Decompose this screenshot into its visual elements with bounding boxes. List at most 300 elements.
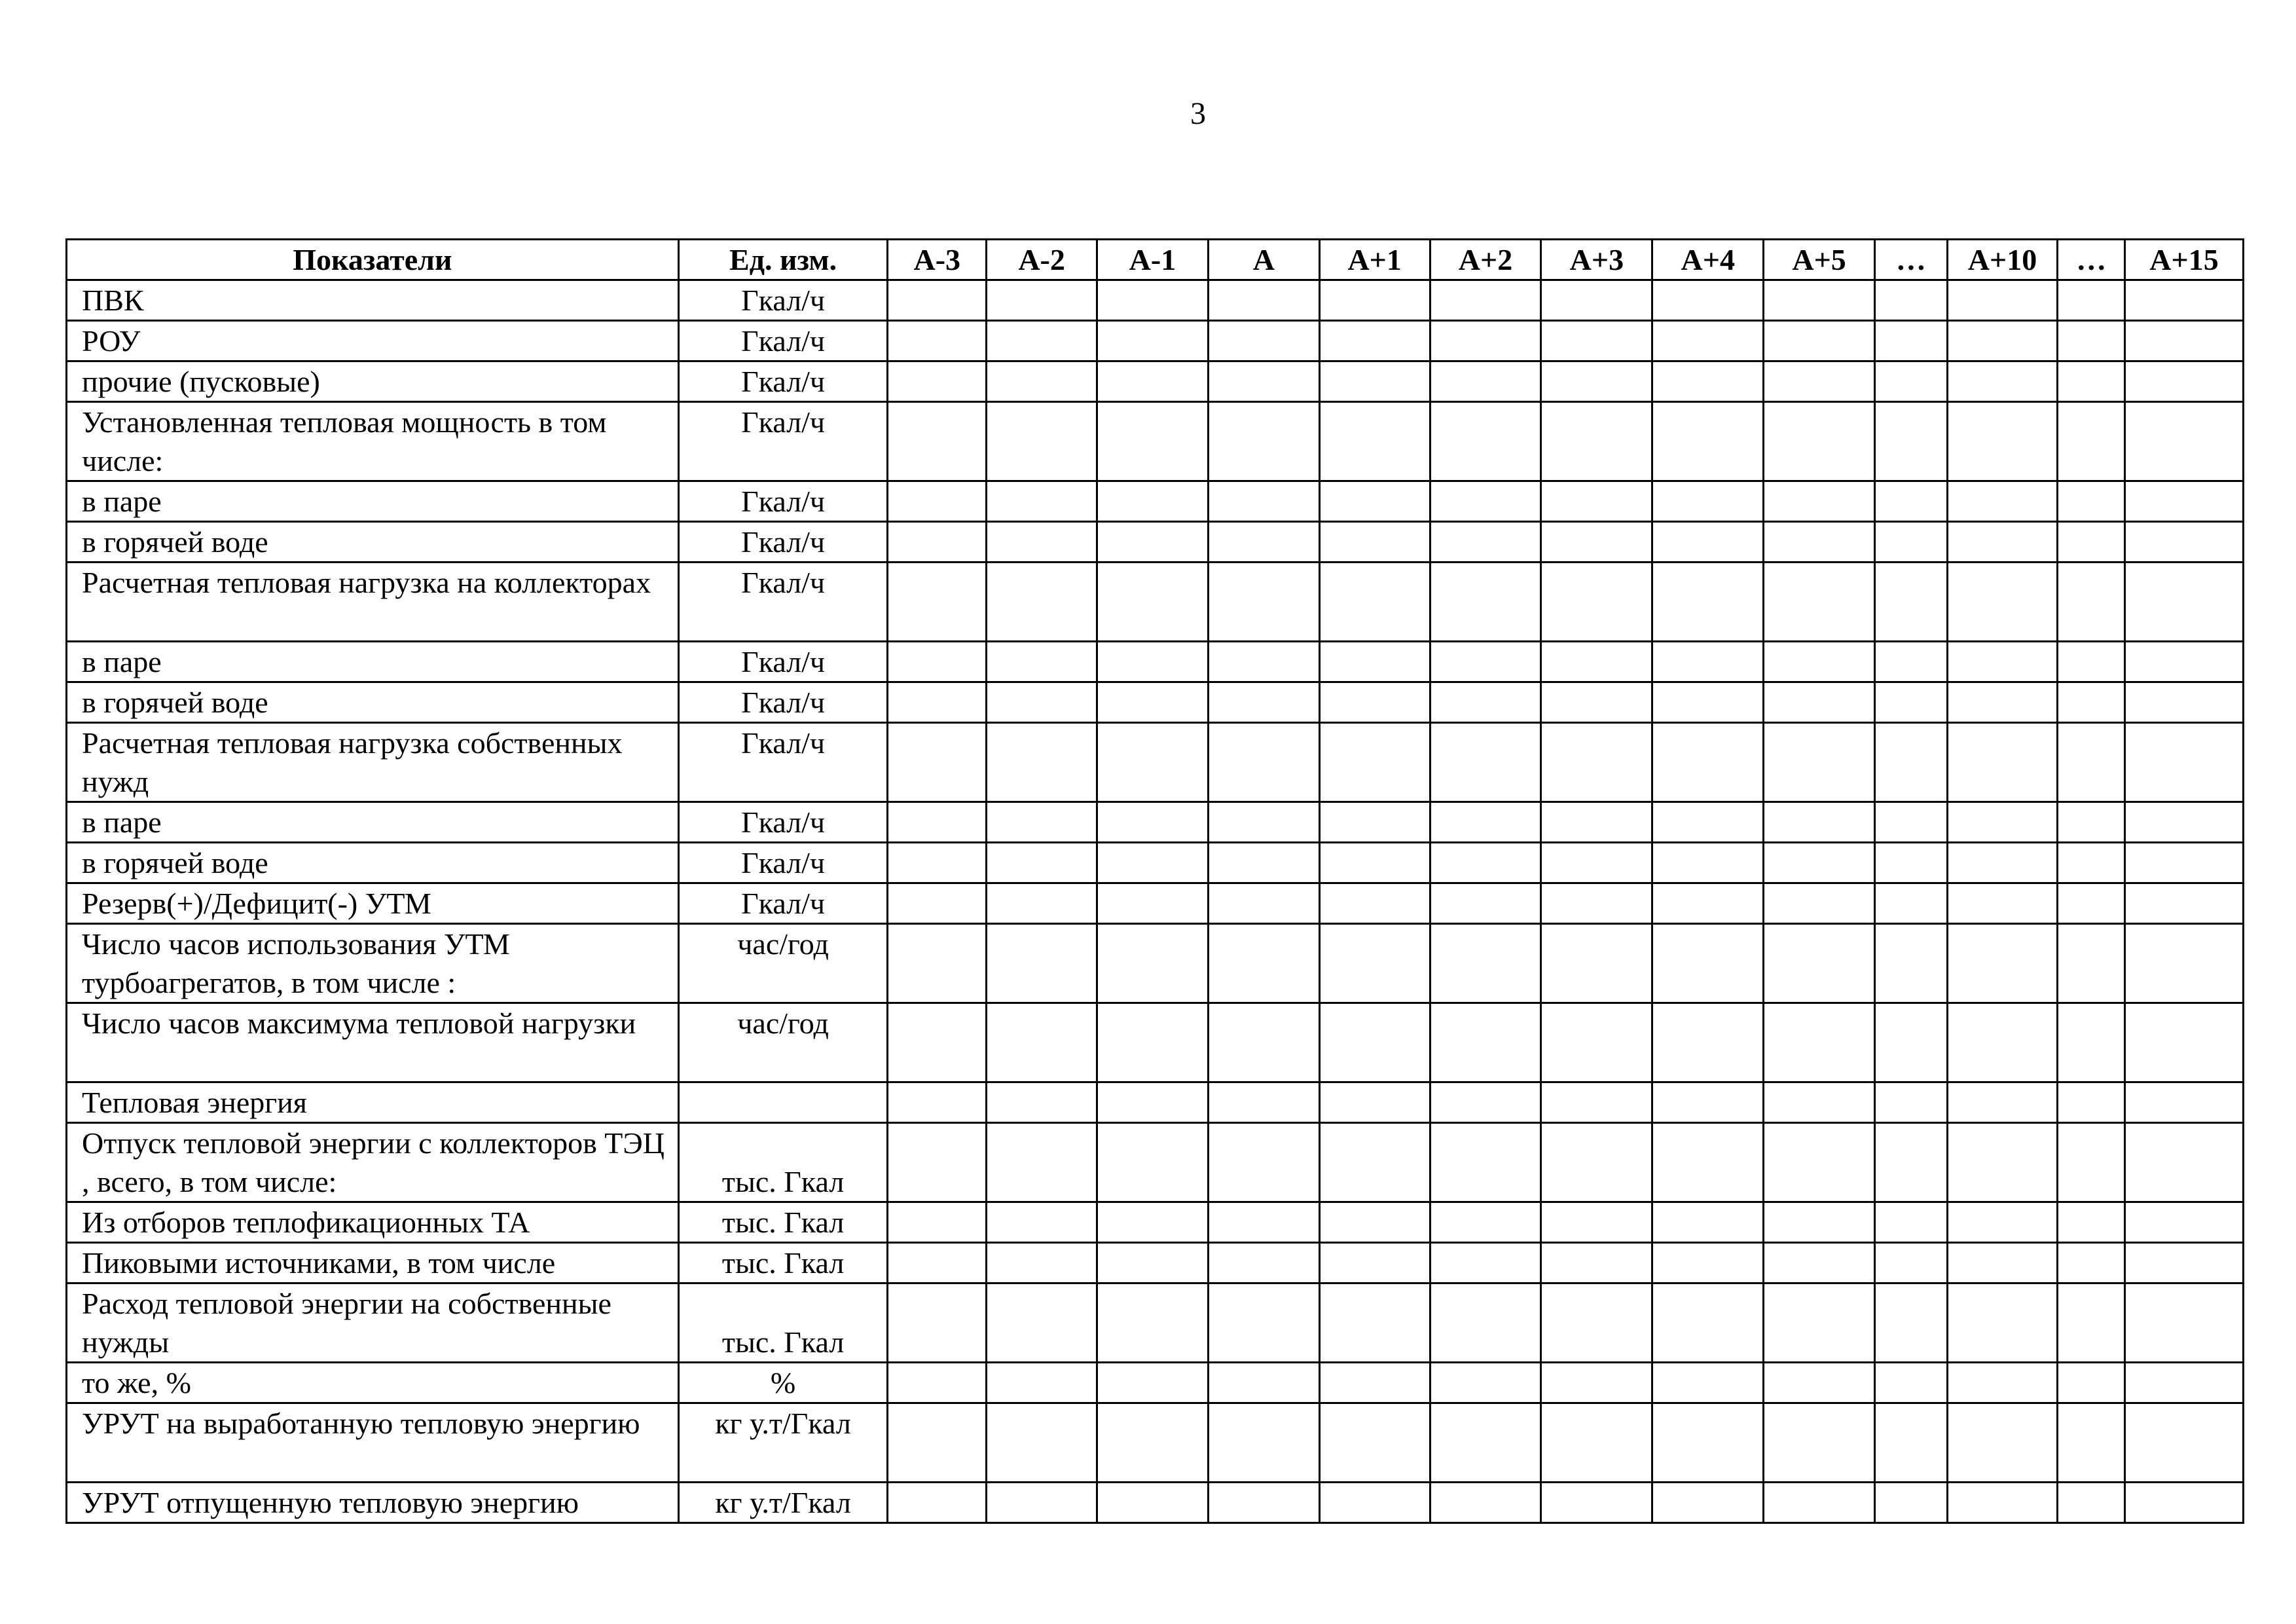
- value-cell: [1319, 1202, 1430, 1243]
- value-cell: [1097, 1243, 1209, 1283]
- table-row: [67, 1363, 2244, 1403]
- value-cell: [1947, 280, 2058, 321]
- table-row: [67, 682, 2244, 723]
- value-cell: [888, 402, 987, 481]
- value-cell: [2124, 321, 2243, 361]
- value-cell: [1097, 1363, 1209, 1403]
- header-period: А+5: [1764, 240, 1875, 280]
- header-period: А+15: [2124, 240, 2243, 280]
- value-cell: [1430, 883, 1541, 924]
- value-cell: [1947, 1123, 2058, 1202]
- value-cell: [1764, 563, 1875, 642]
- unit-cell: час/год: [678, 924, 888, 1003]
- value-cell: [1430, 802, 1541, 843]
- value-cell: [1947, 1082, 2058, 1123]
- value-cell: [1097, 361, 1209, 402]
- value-cell: [1097, 1202, 1209, 1243]
- value-cell: [1541, 1202, 1652, 1243]
- value-cell: [1208, 1483, 1319, 1523]
- unit-cell: Гкал/ч: [678, 802, 888, 843]
- value-cell: [1764, 1363, 1875, 1403]
- value-cell: [1947, 682, 2058, 723]
- value-cell: [888, 802, 987, 843]
- value-cell: [1208, 321, 1319, 361]
- value-cell: [1097, 402, 1209, 481]
- value-cell: [888, 280, 987, 321]
- value-cell: [1430, 1003, 1541, 1082]
- value-cell: [1541, 361, 1652, 402]
- value-cell: [1652, 682, 1764, 723]
- value-cell: [2058, 1082, 2125, 1123]
- value-cell: [1764, 1003, 1875, 1082]
- value-cell: [1875, 402, 1948, 481]
- value-cell: [888, 1003, 987, 1082]
- value-cell: [1764, 642, 1875, 682]
- value-cell: [987, 883, 1097, 924]
- value-cell: [1652, 563, 1764, 642]
- table-row: [67, 402, 2244, 481]
- value-cell: [1208, 1003, 1319, 1082]
- value-cell: [1652, 361, 1764, 402]
- value-cell: [2124, 1003, 2243, 1082]
- value-cell: [2058, 361, 2125, 402]
- table-row: [67, 1123, 2244, 1202]
- value-cell: [1319, 843, 1430, 883]
- value-cell: [1947, 361, 2058, 402]
- value-cell: [1541, 481, 1652, 522]
- value-cell: [987, 1123, 1097, 1202]
- indicator-name-cell: ПВК: [67, 280, 679, 321]
- value-cell: [1208, 522, 1319, 563]
- value-cell: [1430, 642, 1541, 682]
- value-cell: [2124, 522, 2243, 563]
- value-cell: [1652, 1202, 1764, 1243]
- value-cell: [1319, 1283, 1430, 1363]
- value-cell: [1541, 802, 1652, 843]
- value-cell: [1875, 321, 1948, 361]
- indicator-name-cell: УРУТ на выработанную тепловую энергию: [67, 1403, 679, 1483]
- value-cell: [1652, 1082, 1764, 1123]
- value-cell: [2124, 1403, 2243, 1483]
- value-cell: [1764, 522, 1875, 563]
- value-cell: [2124, 723, 2243, 802]
- value-cell: [888, 1363, 987, 1403]
- table-row: [67, 563, 2244, 642]
- value-cell: [888, 1403, 987, 1483]
- value-cell: [1947, 1483, 2058, 1523]
- value-cell: [2124, 481, 2243, 522]
- value-cell: [1319, 723, 1430, 802]
- value-cell: [1319, 682, 1430, 723]
- value-cell: [987, 1483, 1097, 1523]
- table-row: [67, 481, 2244, 522]
- value-cell: [1319, 402, 1430, 481]
- header-row: [67, 240, 2244, 280]
- header-indicator: Показатели: [67, 240, 679, 280]
- value-cell: [1875, 1283, 1948, 1363]
- value-cell: [1208, 723, 1319, 802]
- value-cell: [1764, 802, 1875, 843]
- value-cell: [1430, 924, 1541, 1003]
- value-cell: [987, 802, 1097, 843]
- value-cell: [888, 1123, 987, 1202]
- value-cell: [1208, 843, 1319, 883]
- table-row: [67, 1082, 2244, 1123]
- value-cell: [1430, 361, 1541, 402]
- value-cell: [1541, 843, 1652, 883]
- indicator-name-cell: Резерв(+)/Дефицит(-) УТМ: [67, 883, 679, 924]
- value-cell: [1097, 802, 1209, 843]
- indicator-name-cell: в горячей воде: [67, 682, 679, 723]
- value-cell: [1319, 522, 1430, 563]
- value-cell: [987, 361, 1097, 402]
- value-cell: [1541, 1363, 1652, 1403]
- value-cell: [2058, 1403, 2125, 1483]
- value-cell: [1097, 843, 1209, 883]
- value-cell: [1430, 280, 1541, 321]
- value-cell: [1097, 1403, 1209, 1483]
- value-cell: [1652, 802, 1764, 843]
- value-cell: [2124, 802, 2243, 843]
- value-cell: [987, 402, 1097, 481]
- header-unit: Ед. изм.: [678, 240, 888, 280]
- value-cell: [888, 883, 987, 924]
- value-cell: [1208, 481, 1319, 522]
- value-cell: [2124, 924, 2243, 1003]
- unit-cell: кг у.т/Гкал: [678, 1483, 888, 1523]
- value-cell: [1208, 802, 1319, 843]
- value-cell: [1764, 883, 1875, 924]
- value-cell: [1208, 1243, 1319, 1283]
- value-cell: [1208, 883, 1319, 924]
- unit-cell: Гкал/ч: [678, 723, 888, 802]
- value-cell: [1652, 1483, 1764, 1523]
- value-cell: [987, 321, 1097, 361]
- value-cell: [1541, 642, 1652, 682]
- value-cell: [1947, 924, 2058, 1003]
- value-cell: [987, 522, 1097, 563]
- table-row: [67, 321, 2244, 361]
- indicators-table: [65, 238, 2244, 1524]
- unit-cell: Гкал/ч: [678, 280, 888, 321]
- value-cell: [1097, 723, 1209, 802]
- value-cell: [1208, 1202, 1319, 1243]
- value-cell: [987, 1283, 1097, 1363]
- value-cell: [2124, 563, 2243, 642]
- value-cell: [1319, 321, 1430, 361]
- value-cell: [1947, 1243, 2058, 1283]
- value-cell: [1652, 522, 1764, 563]
- value-cell: [1208, 1283, 1319, 1363]
- value-cell: [1208, 924, 1319, 1003]
- value-cell: [1430, 321, 1541, 361]
- value-cell: [1947, 1403, 2058, 1483]
- table-row: [67, 843, 2244, 883]
- indicator-name-cell: РОУ: [67, 321, 679, 361]
- value-cell: [1319, 1003, 1430, 1082]
- value-cell: [2058, 1483, 2125, 1523]
- value-cell: [1319, 1403, 1430, 1483]
- value-cell: [1097, 563, 1209, 642]
- value-cell: [2124, 682, 2243, 723]
- table-row: [67, 1202, 2244, 1243]
- value-cell: [1652, 280, 1764, 321]
- value-cell: [1541, 321, 1652, 361]
- value-cell: [1764, 481, 1875, 522]
- value-cell: [888, 1283, 987, 1363]
- indicator-name-cell: Отпуск тепловой энергии с коллекторов ТЭЦ , всего, в том числе:: [67, 1123, 679, 1202]
- value-cell: [1764, 280, 1875, 321]
- value-cell: [1764, 924, 1875, 1003]
- unit-cell: Гкал/ч: [678, 481, 888, 522]
- value-cell: [1947, 1202, 2058, 1243]
- value-cell: [1764, 1483, 1875, 1523]
- value-cell: [1764, 1123, 1875, 1202]
- value-cell: [1319, 563, 1430, 642]
- value-cell: [2124, 361, 2243, 402]
- value-cell: [1764, 723, 1875, 802]
- value-cell: [987, 924, 1097, 1003]
- value-cell: [1947, 402, 2058, 481]
- value-cell: [2058, 321, 2125, 361]
- value-cell: [1097, 1003, 1209, 1082]
- value-cell: [1947, 1003, 2058, 1082]
- value-cell: [1947, 1283, 2058, 1363]
- value-cell: [888, 723, 987, 802]
- value-cell: [1947, 843, 2058, 883]
- value-cell: [2124, 883, 2243, 924]
- table-row: [67, 1483, 2244, 1523]
- value-cell: [1875, 924, 1948, 1003]
- table-row: [67, 361, 2244, 402]
- value-cell: [888, 642, 987, 682]
- table-row: [67, 642, 2244, 682]
- header-period: А+10: [1947, 240, 2058, 280]
- unit-cell: Гкал/ч: [678, 883, 888, 924]
- value-cell: [1319, 924, 1430, 1003]
- value-cell: [1652, 723, 1764, 802]
- value-cell: [1541, 280, 1652, 321]
- header-period: А+3: [1541, 240, 1652, 280]
- value-cell: [1541, 1003, 1652, 1082]
- value-cell: [1652, 1123, 1764, 1202]
- value-cell: [1541, 1082, 1652, 1123]
- header-period: А: [1208, 240, 1319, 280]
- value-cell: [987, 1403, 1097, 1483]
- header-period: А-1: [1097, 240, 1209, 280]
- value-cell: [1097, 1123, 1209, 1202]
- value-cell: [1430, 1483, 1541, 1523]
- value-cell: [1430, 682, 1541, 723]
- value-cell: [1097, 321, 1209, 361]
- value-cell: [1652, 321, 1764, 361]
- value-cell: [1430, 1082, 1541, 1123]
- value-cell: [1947, 642, 2058, 682]
- value-cell: [987, 280, 1097, 321]
- indicator-name-cell: Число часов максимума тепловой нагрузки: [67, 1003, 679, 1082]
- value-cell: [1208, 280, 1319, 321]
- table-row: [67, 1283, 2244, 1363]
- value-cell: [2058, 723, 2125, 802]
- unit-cell: Гкал/ч: [678, 843, 888, 883]
- value-cell: [1652, 1363, 1764, 1403]
- unit-cell: тыс. Гкал: [678, 1283, 888, 1363]
- value-cell: [1875, 802, 1948, 843]
- value-cell: [1764, 1082, 1875, 1123]
- value-cell: [2058, 1202, 2125, 1243]
- unit-cell: %: [678, 1363, 888, 1403]
- value-cell: [1947, 321, 2058, 361]
- value-cell: [1652, 642, 1764, 682]
- value-cell: [1541, 682, 1652, 723]
- value-cell: [1097, 1082, 1209, 1123]
- unit-cell: час/год: [678, 1003, 888, 1082]
- value-cell: [1652, 924, 1764, 1003]
- header-period: …: [2058, 240, 2125, 280]
- value-cell: [2124, 642, 2243, 682]
- indicator-name-cell: Расход тепловой энергии на собственные нужды: [67, 1283, 679, 1363]
- value-cell: [1652, 1283, 1764, 1363]
- unit-cell: тыс. Гкал: [678, 1202, 888, 1243]
- value-cell: [1430, 1123, 1541, 1202]
- table-row: [67, 522, 2244, 563]
- value-cell: [1541, 883, 1652, 924]
- value-cell: [2058, 924, 2125, 1003]
- value-cell: [2058, 563, 2125, 642]
- value-cell: [2124, 1123, 2243, 1202]
- table-row: [67, 280, 2244, 321]
- value-cell: [1097, 883, 1209, 924]
- value-cell: [888, 481, 987, 522]
- unit-cell: Гкал/ч: [678, 321, 888, 361]
- table-row: [67, 924, 2244, 1003]
- value-cell: [1541, 563, 1652, 642]
- page-number: 3: [1190, 96, 1206, 131]
- value-cell: [1541, 1123, 1652, 1202]
- value-cell: [888, 843, 987, 883]
- value-cell: [2058, 1363, 2125, 1403]
- indicator-name-cell: то же, %: [67, 1363, 679, 1403]
- value-cell: [2124, 280, 2243, 321]
- value-cell: [1947, 481, 2058, 522]
- indicator-name-cell: в паре: [67, 481, 679, 522]
- header-period: …: [1875, 240, 1948, 280]
- value-cell: [1319, 642, 1430, 682]
- value-cell: [2124, 843, 2243, 883]
- value-cell: [1652, 1003, 1764, 1082]
- value-cell: [1319, 1082, 1430, 1123]
- value-cell: [1430, 522, 1541, 563]
- value-cell: [1947, 883, 2058, 924]
- header-period: А+2: [1430, 240, 1541, 280]
- value-cell: [2124, 1082, 2243, 1123]
- value-cell: [1875, 361, 1948, 402]
- value-cell: [1875, 1202, 1948, 1243]
- value-cell: [1875, 682, 1948, 723]
- value-cell: [1208, 682, 1319, 723]
- value-cell: [1947, 1363, 2058, 1403]
- value-cell: [2124, 1243, 2243, 1283]
- value-cell: [1541, 723, 1652, 802]
- value-cell: [1208, 1123, 1319, 1202]
- value-cell: [2058, 802, 2125, 843]
- value-cell: [2124, 1202, 2243, 1243]
- value-cell: [1875, 280, 1948, 321]
- value-cell: [1097, 682, 1209, 723]
- value-cell: [888, 1243, 987, 1283]
- value-cell: [888, 1483, 987, 1523]
- value-cell: [1947, 522, 2058, 563]
- value-cell: [1764, 1202, 1875, 1243]
- value-cell: [1764, 682, 1875, 723]
- value-cell: [1541, 1283, 1652, 1363]
- value-cell: [2058, 402, 2125, 481]
- value-cell: [1430, 1403, 1541, 1483]
- value-cell: [1208, 402, 1319, 481]
- value-cell: [1875, 1403, 1948, 1483]
- value-cell: [1430, 843, 1541, 883]
- value-cell: [1764, 321, 1875, 361]
- value-cell: [888, 924, 987, 1003]
- indicator-name-cell: Пиковыми источниками, в том числе: [67, 1243, 679, 1283]
- indicator-name-cell: в горячей воде: [67, 843, 679, 883]
- indicator-name-cell: Из отборов теплофикационных ТА: [67, 1202, 679, 1243]
- value-cell: [1319, 481, 1430, 522]
- value-cell: [1430, 1283, 1541, 1363]
- value-cell: [888, 321, 987, 361]
- value-cell: [1875, 1483, 1948, 1523]
- value-cell: [1430, 481, 1541, 522]
- value-cell: [888, 1082, 987, 1123]
- value-cell: [1875, 723, 1948, 802]
- indicator-name-cell: Расчетная тепловая нагрузка собственных нужд: [67, 723, 679, 802]
- value-cell: [1652, 481, 1764, 522]
- indicator-name-cell: прочие (пусковые): [67, 361, 679, 402]
- value-cell: [1319, 1243, 1430, 1283]
- value-cell: [1319, 802, 1430, 843]
- indicator-name-cell: в горячей воде: [67, 522, 679, 563]
- value-cell: [1208, 1082, 1319, 1123]
- value-cell: [1319, 1123, 1430, 1202]
- value-cell: [1319, 1363, 1430, 1403]
- value-cell: [987, 481, 1097, 522]
- value-cell: [987, 642, 1097, 682]
- value-cell: [987, 1082, 1097, 1123]
- unit-cell: Гкал/ч: [678, 642, 888, 682]
- value-cell: [1875, 481, 1948, 522]
- table-row: [67, 1003, 2244, 1082]
- value-cell: [1319, 1483, 1430, 1523]
- value-cell: [987, 723, 1097, 802]
- value-cell: [1208, 1403, 1319, 1483]
- table-body: [67, 280, 2244, 1523]
- value-cell: [2058, 280, 2125, 321]
- value-cell: [1947, 563, 2058, 642]
- value-cell: [1875, 1243, 1948, 1283]
- value-cell: [1652, 1403, 1764, 1483]
- value-cell: [1652, 402, 1764, 481]
- value-cell: [888, 682, 987, 723]
- value-cell: [987, 563, 1097, 642]
- value-cell: [888, 522, 987, 563]
- value-cell: [1875, 1082, 1948, 1123]
- value-cell: [1875, 1003, 1948, 1082]
- indicator-name-cell: Тепловая энергия: [67, 1082, 679, 1123]
- value-cell: [1541, 402, 1652, 481]
- value-cell: [2124, 402, 2243, 481]
- value-cell: [1764, 402, 1875, 481]
- unit-cell: Гкал/ч: [678, 361, 888, 402]
